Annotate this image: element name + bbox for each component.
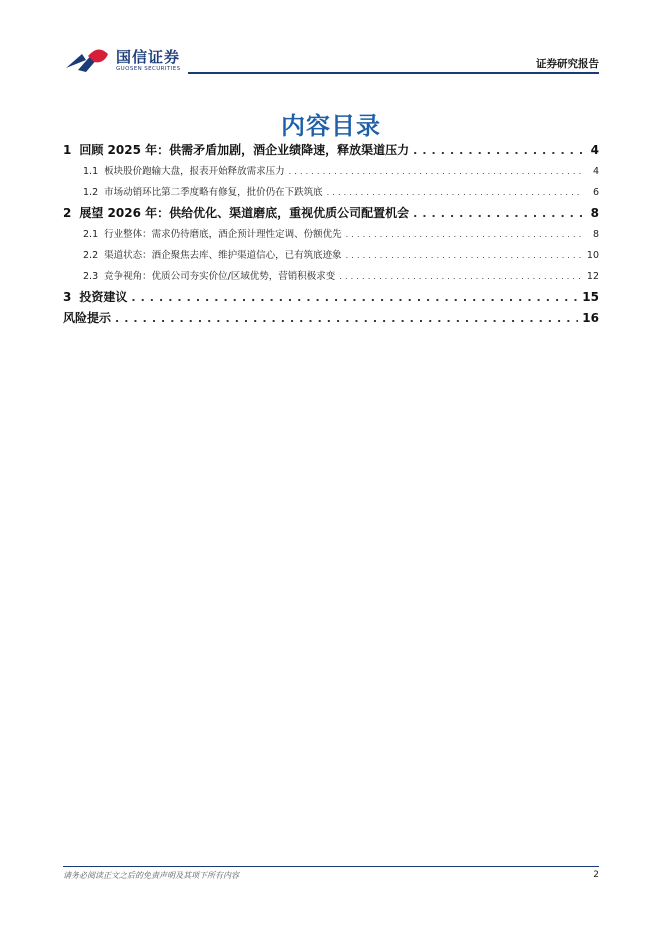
toc-number: 2 bbox=[63, 206, 72, 220]
toc-leader bbox=[346, 224, 583, 245]
toc-page: 4 bbox=[592, 166, 599, 177]
toc-entry[interactable] bbox=[63, 308, 599, 329]
toc-leader bbox=[339, 266, 583, 287]
footer-divider bbox=[63, 866, 599, 867]
toc-title: 回顾 2025 年：供需矛盾加剧，酒企业绩降速，释放渠道压力 bbox=[79, 143, 410, 157]
logo-text-cn: 国信证券 bbox=[116, 48, 181, 66]
toc-number: 3 bbox=[63, 290, 72, 304]
guosen-logo-icon bbox=[64, 46, 110, 76]
table-of-contents bbox=[63, 140, 599, 329]
footer-disclaimer: 请务必阅读正文之后的免责声明及其项下所有内容 bbox=[63, 871, 239, 880]
toc-number: 2.3 bbox=[83, 271, 99, 282]
toc-page: 6 bbox=[592, 187, 599, 198]
toc-title: 渠道状态：酒企聚焦去库、维护渠道信心，已有筑底迹象 bbox=[104, 250, 342, 261]
toc-entry[interactable] bbox=[63, 266, 599, 287]
logo-text-en: GUOSEN SECURITIES bbox=[116, 66, 181, 72]
guosen-logo bbox=[64, 44, 184, 78]
page-title: 内容目录 bbox=[281, 112, 381, 140]
toc-entry[interactable] bbox=[63, 182, 599, 203]
toc-page: 10 bbox=[586, 250, 599, 261]
report-type-label: 证券研究报告 bbox=[536, 58, 599, 70]
toc-page: 16 bbox=[582, 311, 599, 325]
toc-title: 展望 2026 年：供给优化、渠道磨底，重视优质公司配置机会 bbox=[79, 206, 410, 220]
toc-leader bbox=[413, 203, 583, 224]
toc-title: 市场动销环比第二季度略有修复，批价仍在下跌筑底 bbox=[104, 187, 323, 198]
toc-title: 竞争视角：优质公司夯实价位/区域优势，营销积极求变 bbox=[104, 271, 336, 282]
page-header bbox=[0, 0, 662, 80]
toc-page: 4 bbox=[590, 143, 599, 157]
toc-title: 板块股价跑输大盘，报表开始释放需求压力 bbox=[104, 166, 285, 177]
toc-number: 2.1 bbox=[83, 229, 99, 240]
toc-number: 1.2 bbox=[83, 187, 99, 198]
page-number: 2 bbox=[593, 870, 599, 880]
toc-title: 风险提示 bbox=[63, 311, 112, 325]
toc-page: 8 bbox=[590, 206, 599, 220]
toc-leader bbox=[413, 140, 583, 161]
toc-entry[interactable] bbox=[63, 203, 599, 224]
toc-leader bbox=[327, 182, 583, 203]
toc-page: 15 bbox=[582, 290, 599, 304]
toc-leader bbox=[131, 287, 578, 308]
toc-number: 1 bbox=[63, 143, 72, 157]
toc-leader bbox=[346, 245, 583, 266]
toc-entry[interactable] bbox=[63, 245, 599, 266]
toc-number: 1.1 bbox=[83, 166, 99, 177]
toc-entry[interactable] bbox=[63, 140, 599, 161]
toc-title: 投资建议 bbox=[79, 290, 128, 304]
toc-leader bbox=[289, 161, 583, 182]
toc-number: 2.2 bbox=[83, 250, 99, 261]
toc-entry[interactable] bbox=[63, 287, 599, 308]
toc-leader bbox=[115, 308, 578, 329]
toc-page: 12 bbox=[586, 271, 599, 282]
toc-entry[interactable] bbox=[63, 161, 599, 182]
toc-title: 行业整体：需求仍待磨底，酒企预计理性定调、份额优先 bbox=[104, 229, 342, 240]
header-divider bbox=[188, 72, 599, 74]
toc-page: 8 bbox=[592, 229, 599, 240]
toc-entry[interactable] bbox=[63, 224, 599, 245]
